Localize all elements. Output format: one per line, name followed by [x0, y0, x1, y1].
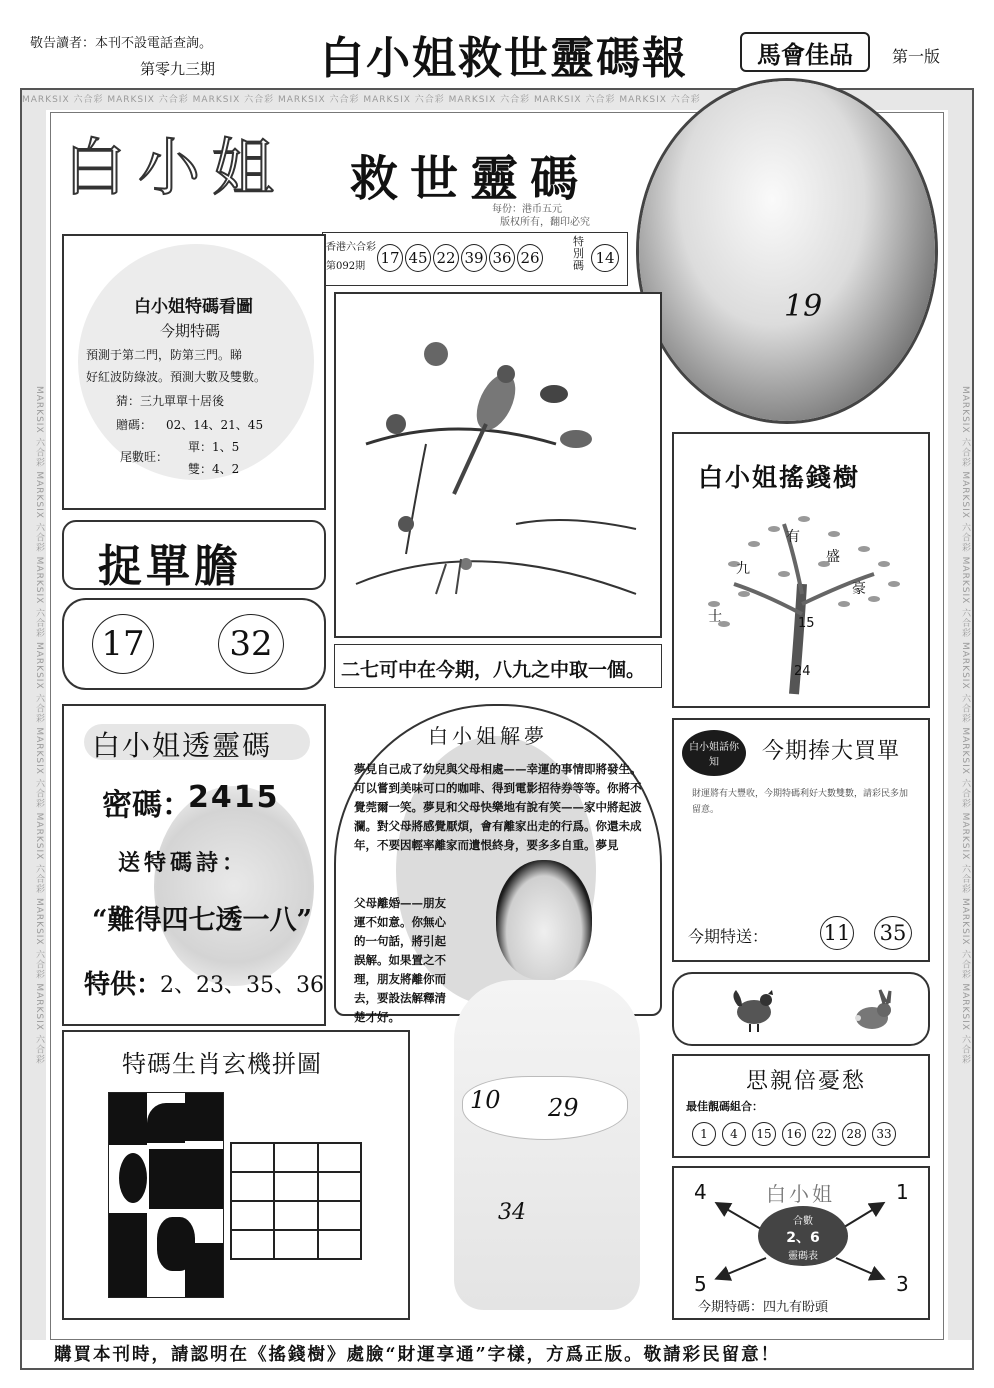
big-buy-box: [672, 718, 930, 962]
compass-corner: 5: [694, 1272, 707, 1296]
puzzle-cell[interactable]: [231, 1230, 274, 1259]
woman-number: 10: [470, 1086, 501, 1114]
result-ball: 17: [377, 244, 403, 272]
tree-number: 24: [794, 664, 811, 679]
special-view-line: 好紅波防綠波。預測大數及雙數。: [86, 370, 267, 384]
combo-ball: 33: [872, 1122, 896, 1146]
bird-caption-box: [334, 644, 662, 688]
combo-label: 最佳靚碼組合：: [686, 1100, 763, 1113]
masthead-subtitle: 救世靈碼: [350, 151, 591, 207]
spirit-code-box: [62, 704, 326, 1026]
lucky-label: 贈碼：: [116, 418, 153, 432]
edition-label: 第一版: [892, 47, 941, 66]
results-balls: [377, 244, 543, 272]
animals-box: [672, 972, 930, 1046]
combo-ball: 15: [752, 1122, 776, 1146]
single-pick-numbers-box: [62, 598, 326, 690]
compass-title: 白小姐: [766, 1182, 835, 1206]
compass-corner: 4: [694, 1180, 707, 1204]
special-label: 特別碼: [573, 235, 584, 272]
puzzle-tile: [119, 1153, 147, 1203]
right-band: MARKSIX 六合彩 MARKSIX 六合彩 MARKSIX 六合彩 MARKSIX 六合彩 MARKSIX 六合彩 MARKSIX 六合彩 MARKSIX 六合彩 MARKSIX 六合彩: [948, 110, 972, 1340]
puzzle-cell[interactable]: [318, 1143, 361, 1172]
lucky-numbers: 02、14、21、45: [166, 418, 264, 432]
special-view-riddle: 猜：三九單單十居後: [116, 394, 225, 408]
combo-ball: 28: [842, 1122, 866, 1146]
missing-parents-title: 思親倍憂愁: [746, 1069, 867, 1094]
offer-numbers: 2、23、35、36: [160, 973, 324, 998]
tail-label: 尾數旺：: [120, 450, 169, 464]
tree-char: 士: [708, 609, 722, 625]
result-ball: 22: [433, 244, 459, 272]
puzzle-cell[interactable]: [274, 1201, 317, 1230]
compass-corner: 3: [896, 1272, 909, 1296]
tree-char: 九: [736, 561, 750, 577]
special-view-title: 白小姐特碼看圖: [134, 297, 253, 317]
result-ball: 36: [489, 244, 515, 272]
puzzle-tile: [109, 1213, 147, 1297]
puzzle-cell[interactable]: [231, 1172, 274, 1201]
bird-illustration: [336, 294, 660, 636]
brand-badge: 馬會佳品: [740, 32, 870, 72]
price-note: 每份：港币五元: [492, 204, 562, 215]
footer-notice: 購買本刊時，請認明在《搖錢樹》處臉“財運享通”字樣，方爲正版。敬請彩民留意！: [54, 1345, 781, 1365]
big-buy-body: 財運將有大豐收，今期特碼利好大數雙數，請彩民多加留意。: [692, 789, 909, 815]
combo-ball: 4: [722, 1122, 746, 1146]
puzzle-title: 特碼生肖玄機拼圖: [122, 1050, 322, 1078]
puzzle-image: [108, 1092, 224, 1298]
rabbit-icon: [850, 990, 898, 1034]
puzzle-cell[interactable]: [318, 1172, 361, 1201]
top-photo-frame: [636, 78, 938, 424]
password-label: 密碼：: [102, 788, 192, 823]
puzzle-tile: [185, 1093, 223, 1141]
puzzle-cell[interactable]: [318, 1230, 361, 1259]
tail-double: 雙：4、2: [188, 462, 240, 476]
puzzle-cell[interactable]: [231, 1143, 274, 1172]
top-photo-number: 19: [784, 289, 823, 324]
spirit-code-title: 白小姐透靈碼: [92, 729, 273, 762]
tree-char: 有: [786, 529, 800, 545]
tree-char: 盛: [826, 549, 840, 565]
big-buy-ball: 11: [820, 916, 854, 950]
compass-footer: 今期特碼：四九有盼頭: [698, 1300, 829, 1315]
money-tree-box: [672, 432, 930, 708]
offer-label: 特供：: [84, 970, 163, 1000]
newspaper-title: 白小姐救世靈碼報: [320, 33, 688, 84]
compass-center: [758, 1206, 848, 1266]
compass-center-line1: 合數: [793, 1216, 813, 1227]
puzzle-box: [62, 1030, 410, 1320]
combo-balls: [692, 1122, 896, 1146]
header-notice: 敬告讀者：本刊不設電話查詢。: [30, 36, 213, 51]
combo-ball: 1: [692, 1122, 716, 1146]
draw-results: [322, 232, 628, 286]
tree-char: 豪: [852, 581, 866, 597]
missing-parents-box: [672, 1054, 930, 1158]
woman-body: [454, 980, 640, 1310]
tail-single: 單：1、5: [188, 440, 240, 454]
puzzle-tile: [147, 1103, 185, 1143]
issue-number: 第零九三期: [140, 60, 216, 78]
poem-text: “難得四七透一八”: [92, 905, 313, 936]
dream-paragraph: 父母離婚——朋友運不如意。你無心的一句話，將引起誤解。如果置之不理，朋友將離你而去，要設法解釋清楚才好。: [354, 896, 446, 1024]
compass-box: [672, 1166, 930, 1320]
pick-ball: 17: [92, 614, 154, 674]
special-view-line: 預測于第二門，防第三門。睇: [86, 348, 243, 362]
big-buy-ball: 35: [874, 916, 912, 950]
woman-photo: [432, 840, 662, 1320]
left-band: MARKSIX 六合彩 MARKSIX 六合彩 MARKSIX 六合彩 MARKSIX 六合彩 MARKSIX 六合彩 MARKSIX 六合彩 MARKSIX 六合彩 MARKSIX 六合彩: [22, 110, 46, 1340]
special-view-box: [62, 234, 326, 510]
top-woman-photo: [639, 81, 935, 421]
combo-ball: 16: [782, 1122, 806, 1146]
big-buy-special-label: 今期特送：: [688, 927, 769, 946]
money-tree-title: 白小姐搖錢樹: [698, 463, 861, 492]
compass-center-line2: 2、6: [786, 1230, 820, 1246]
woman-number: 34: [498, 1200, 526, 1225]
bird-caption: 二七可中在今期，八九之中取一個。: [341, 659, 646, 681]
woman-number: 29: [548, 1094, 579, 1122]
puzzle-cell[interactable]: [318, 1201, 361, 1230]
special-view-subtitle: 今期特碼: [160, 322, 221, 340]
result-ball: 26: [517, 244, 543, 272]
speech-bubble: 白小姐話你知: [682, 730, 746, 776]
puzzle-cell[interactable]: [274, 1143, 317, 1172]
rooster-icon: [728, 988, 780, 1034]
puzzle-tile: [185, 1243, 223, 1297]
bird-picture-box: [334, 292, 662, 638]
result-ball: 39: [461, 244, 487, 272]
compass-corner: 1: [896, 1180, 909, 1204]
poem-label: 送特碼詩：: [118, 850, 249, 876]
top-band: MARKSIX 六合彩 MARKSIX 六合彩 MARKSIX 六合彩 MARKSIX 六合彩 MARKSIX 六合彩 MARKSIX 六合彩 MARKSIX 六合彩 MARKSIX 六合彩: [22, 90, 972, 110]
puzzle-tile: [149, 1149, 223, 1209]
puzzle-cell[interactable]: [231, 1201, 274, 1230]
copyright-note: 版权所有，翻印必究: [500, 217, 590, 228]
result-ball: 45: [405, 244, 431, 272]
special-ball: 14: [591, 244, 619, 272]
dream-title: 白小姐解夢: [428, 724, 548, 748]
dream-paragraph: 夢見自己成了幼兒與父母相處——幸運的事情即將發生。可以嘗到美味可口的咖啡、得到電影招待券等等。你將不覺莞爾一笑。夢見和父母快樂地有說有笑——家中將起波瀾。對父母將感覺厭煩，會有離家出走的行爲。你還未成年，不要因輕率離家而遺恨終身，要多多自重。夢見: [354, 762, 642, 852]
single-pick-title-box: [62, 520, 326, 590]
results-label-2: 第092期: [326, 261, 366, 272]
compass-center-line3: 靈碼表: [788, 1251, 818, 1262]
puzzle-tile: [109, 1093, 147, 1145]
masthead-name: 白小姐: [64, 131, 287, 204]
tree-number: 15: [798, 616, 815, 631]
puzzle-grid: [230, 1142, 362, 1260]
puzzle-cell[interactable]: [274, 1172, 317, 1201]
combo-ball: 22: [812, 1122, 836, 1146]
woman-head: [496, 860, 592, 980]
results-label-1: 香港六合彩: [326, 242, 376, 253]
big-buy-title: 今期捧大買單: [762, 739, 901, 764]
single-pick-title: 捉單膽: [98, 541, 242, 592]
pick-ball: 32: [218, 614, 284, 674]
password-value: 2415: [188, 780, 280, 815]
puzzle-cell[interactable]: [274, 1230, 317, 1259]
